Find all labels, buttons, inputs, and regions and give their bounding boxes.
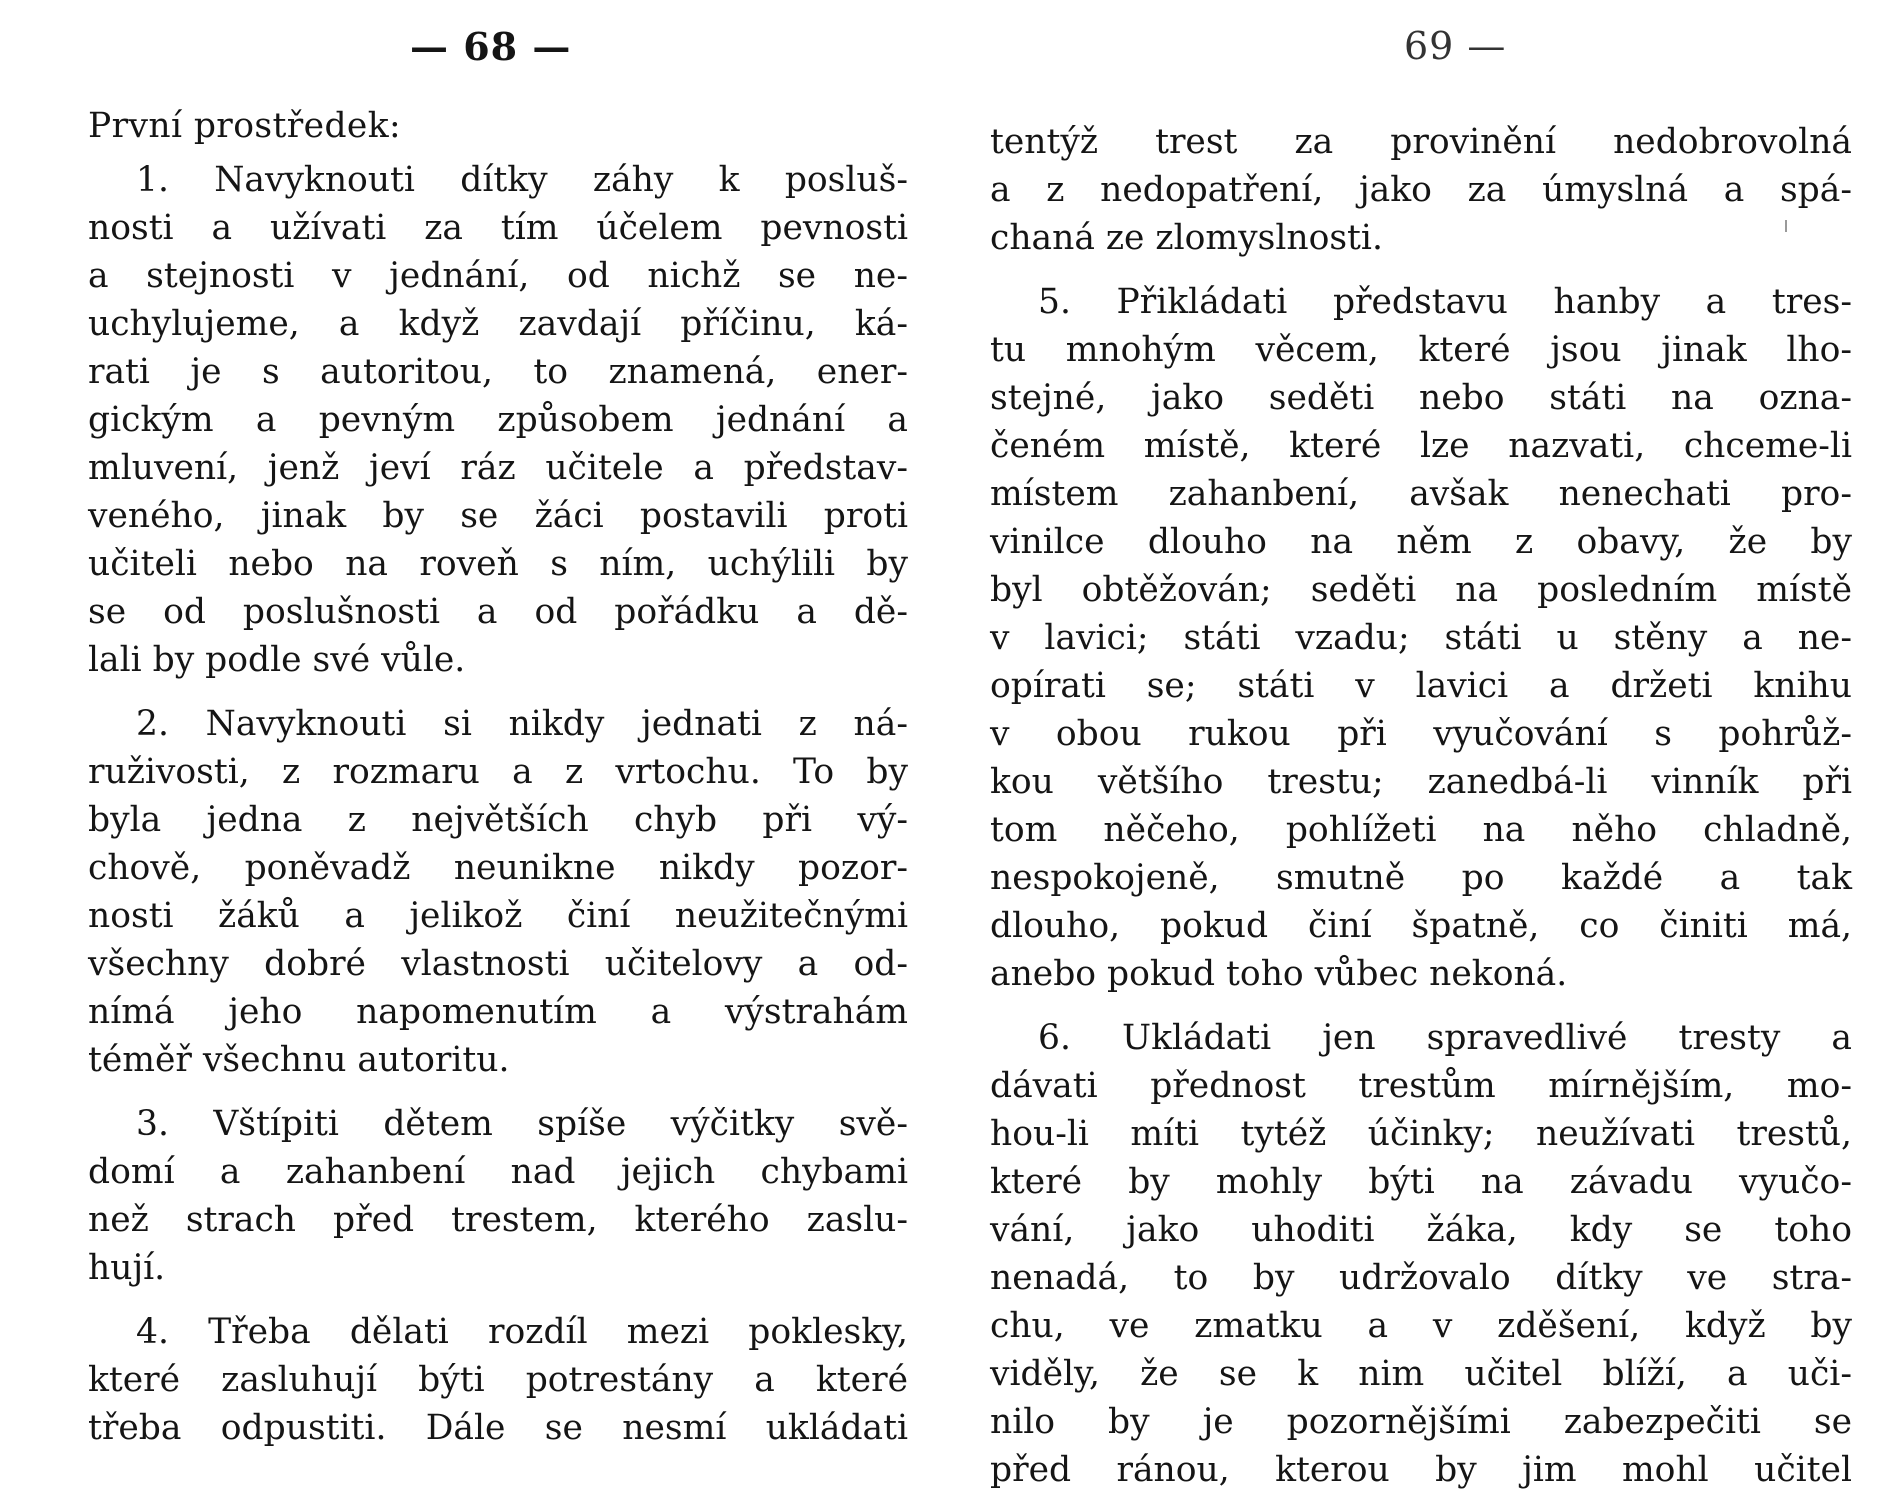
text-line: opírati se; státi v lavici a držeti knihu (990, 666, 1852, 706)
paragraph-3 (88, 1100, 908, 1292)
section-heading: První prostředek: (88, 106, 402, 146)
text-line: dávati přednost trestům mírnějším, mo- (990, 1066, 1852, 1106)
text-line: byl obtěžován; seděti na posledním místě (990, 570, 1852, 610)
text-line: a z nedopatření, jako za úmyslná a spá- (990, 170, 1852, 210)
paragraph-6 (990, 1014, 1852, 1494)
text-line: než strach před trestem, kterého zaslu- (88, 1200, 908, 1240)
right-page (990, 0, 1852, 1500)
page-number-right: 69 — (1404, 24, 1507, 68)
text-line: anebo pokud toho vůbec nekoná. (990, 954, 1568, 994)
text-line: a stejnosti v jednání, od nichž se ne- (88, 256, 908, 296)
text-line: veného, jinak by se žáci postavili proti (88, 496, 908, 536)
text-line: chově, poněvadž neunikne nikdy pozor- (88, 848, 908, 888)
paragraph-2 (88, 700, 908, 1084)
text-line: třeba odpustiti. Dále se nesmí ukládati (88, 1408, 908, 1448)
text-line: v obou rukou při vyučování s pohrůž- (990, 714, 1852, 754)
text-line: čeném místě, které lze nazvati, chceme-li (990, 426, 1852, 466)
text-line: vání, jako uhoditi žáka, kdy se toho (990, 1210, 1852, 1250)
left-page (88, 0, 908, 1500)
page-number-left: — 68 — (410, 24, 572, 69)
text-line: které by mohly býti na závadu vyučo- (990, 1162, 1852, 1202)
text-line: nosti žáků a jelikož činí neužitečnými (88, 896, 908, 936)
text-line: hou-li míti tytéž účinky; neužívati trestů, (990, 1114, 1852, 1154)
text-line: viděly, že se k nim učitel blíží, a uči- (990, 1354, 1852, 1394)
text-line: 2. Navyknouti si nikdy jednati z ná- (136, 704, 908, 744)
paragraph-5 (990, 278, 1852, 998)
text-line: 1. Navyknouti dítky záhy k posluš- (136, 160, 908, 200)
text-line: téměř všechnu autoritu. (88, 1040, 510, 1080)
text-line: v lavici; státi vzadu; státi u stěny a ne- (990, 618, 1852, 658)
text-line: 3. Vštípiti dětem spíše výčitky svě- (136, 1104, 908, 1144)
text-line: 6. Ukládati jen spravedlivé tresty a (1038, 1018, 1852, 1058)
text-line: 4. Třeba dělati rozdíl mezi poklesky, (136, 1312, 908, 1352)
text-line: nímá jeho napomenutím a výstrahám (88, 992, 908, 1032)
text-line: chu, ve zmatku a v zděšení, když by (990, 1306, 1852, 1346)
text-line: domí a zahanbení nad jejich chybami (88, 1152, 908, 1192)
text-line: před ránou, kterou by jim mohl učitel (990, 1450, 1852, 1490)
text-line: stejné, jako seděti nebo státi na ozna- (990, 378, 1852, 418)
text-line: uchylujeme, a když zavdají příčinu, ká- (88, 304, 908, 344)
text-line: všechny dobré vlastnosti učitelovy a od- (88, 944, 908, 984)
text-line: kou většího trestu; zanedbá-li vinník při (990, 762, 1852, 802)
text-line: se od poslušnosti a od pořádku a dě- (88, 592, 908, 632)
text-line: nilo by je pozornějšími zabezpečiti se (990, 1402, 1852, 1442)
text-line: nespokojeně, smutně po každé a tak (990, 858, 1852, 898)
text-line: gickým a pevným způsobem jednání a (88, 400, 908, 440)
print-speck (1785, 220, 1787, 232)
text-line: dlouho, pokud činí špatně, co činiti má, (990, 906, 1852, 946)
text-line: tentýž trest za provinění nedobrovolná (990, 122, 1852, 162)
paragraph-continued (990, 118, 1852, 262)
left-page-text (88, 102, 908, 1468)
paragraph-1 (88, 156, 908, 684)
text-line: tom něčeho, pohlížeti na něho chladně, (990, 810, 1852, 850)
text-line: tu mnohým věcem, které jsou jinak lho- (990, 330, 1852, 370)
text-line: místem zahanbení, avšak nenechati pro- (990, 474, 1852, 514)
text-line: hují. (88, 1248, 166, 1288)
text-line: vinilce dlouho na něm z obavy, že by (990, 522, 1852, 562)
right-page-text (990, 118, 1852, 1510)
text-line: nenadá, to by udržovalo dítky ve stra- (990, 1258, 1852, 1298)
text-line: které zasluhují býti potrestány a které (88, 1360, 908, 1400)
text-line: nosti a užívati za tím účelem pevnosti (88, 208, 908, 248)
text-line: chaná ze zlomyslnosti. (990, 218, 1383, 258)
text-line: učiteli nebo na roveň s ním, uchýlili by (88, 544, 908, 584)
text-line: lali by podle své vůle. (88, 640, 466, 680)
text-line: mluvení, jenž jeví ráz učitele a představ- (88, 448, 908, 488)
text-line: ruživosti, z rozmaru a z vrtochu. To by (88, 752, 908, 792)
text-line: 5. Přikládati představu hanby a tres- (1038, 282, 1852, 322)
paragraph-4 (88, 1308, 908, 1452)
text-line: rati je s autoritou, to znamená, ener- (88, 352, 908, 392)
text-line: byla jedna z největších chyb při vý- (88, 800, 908, 840)
